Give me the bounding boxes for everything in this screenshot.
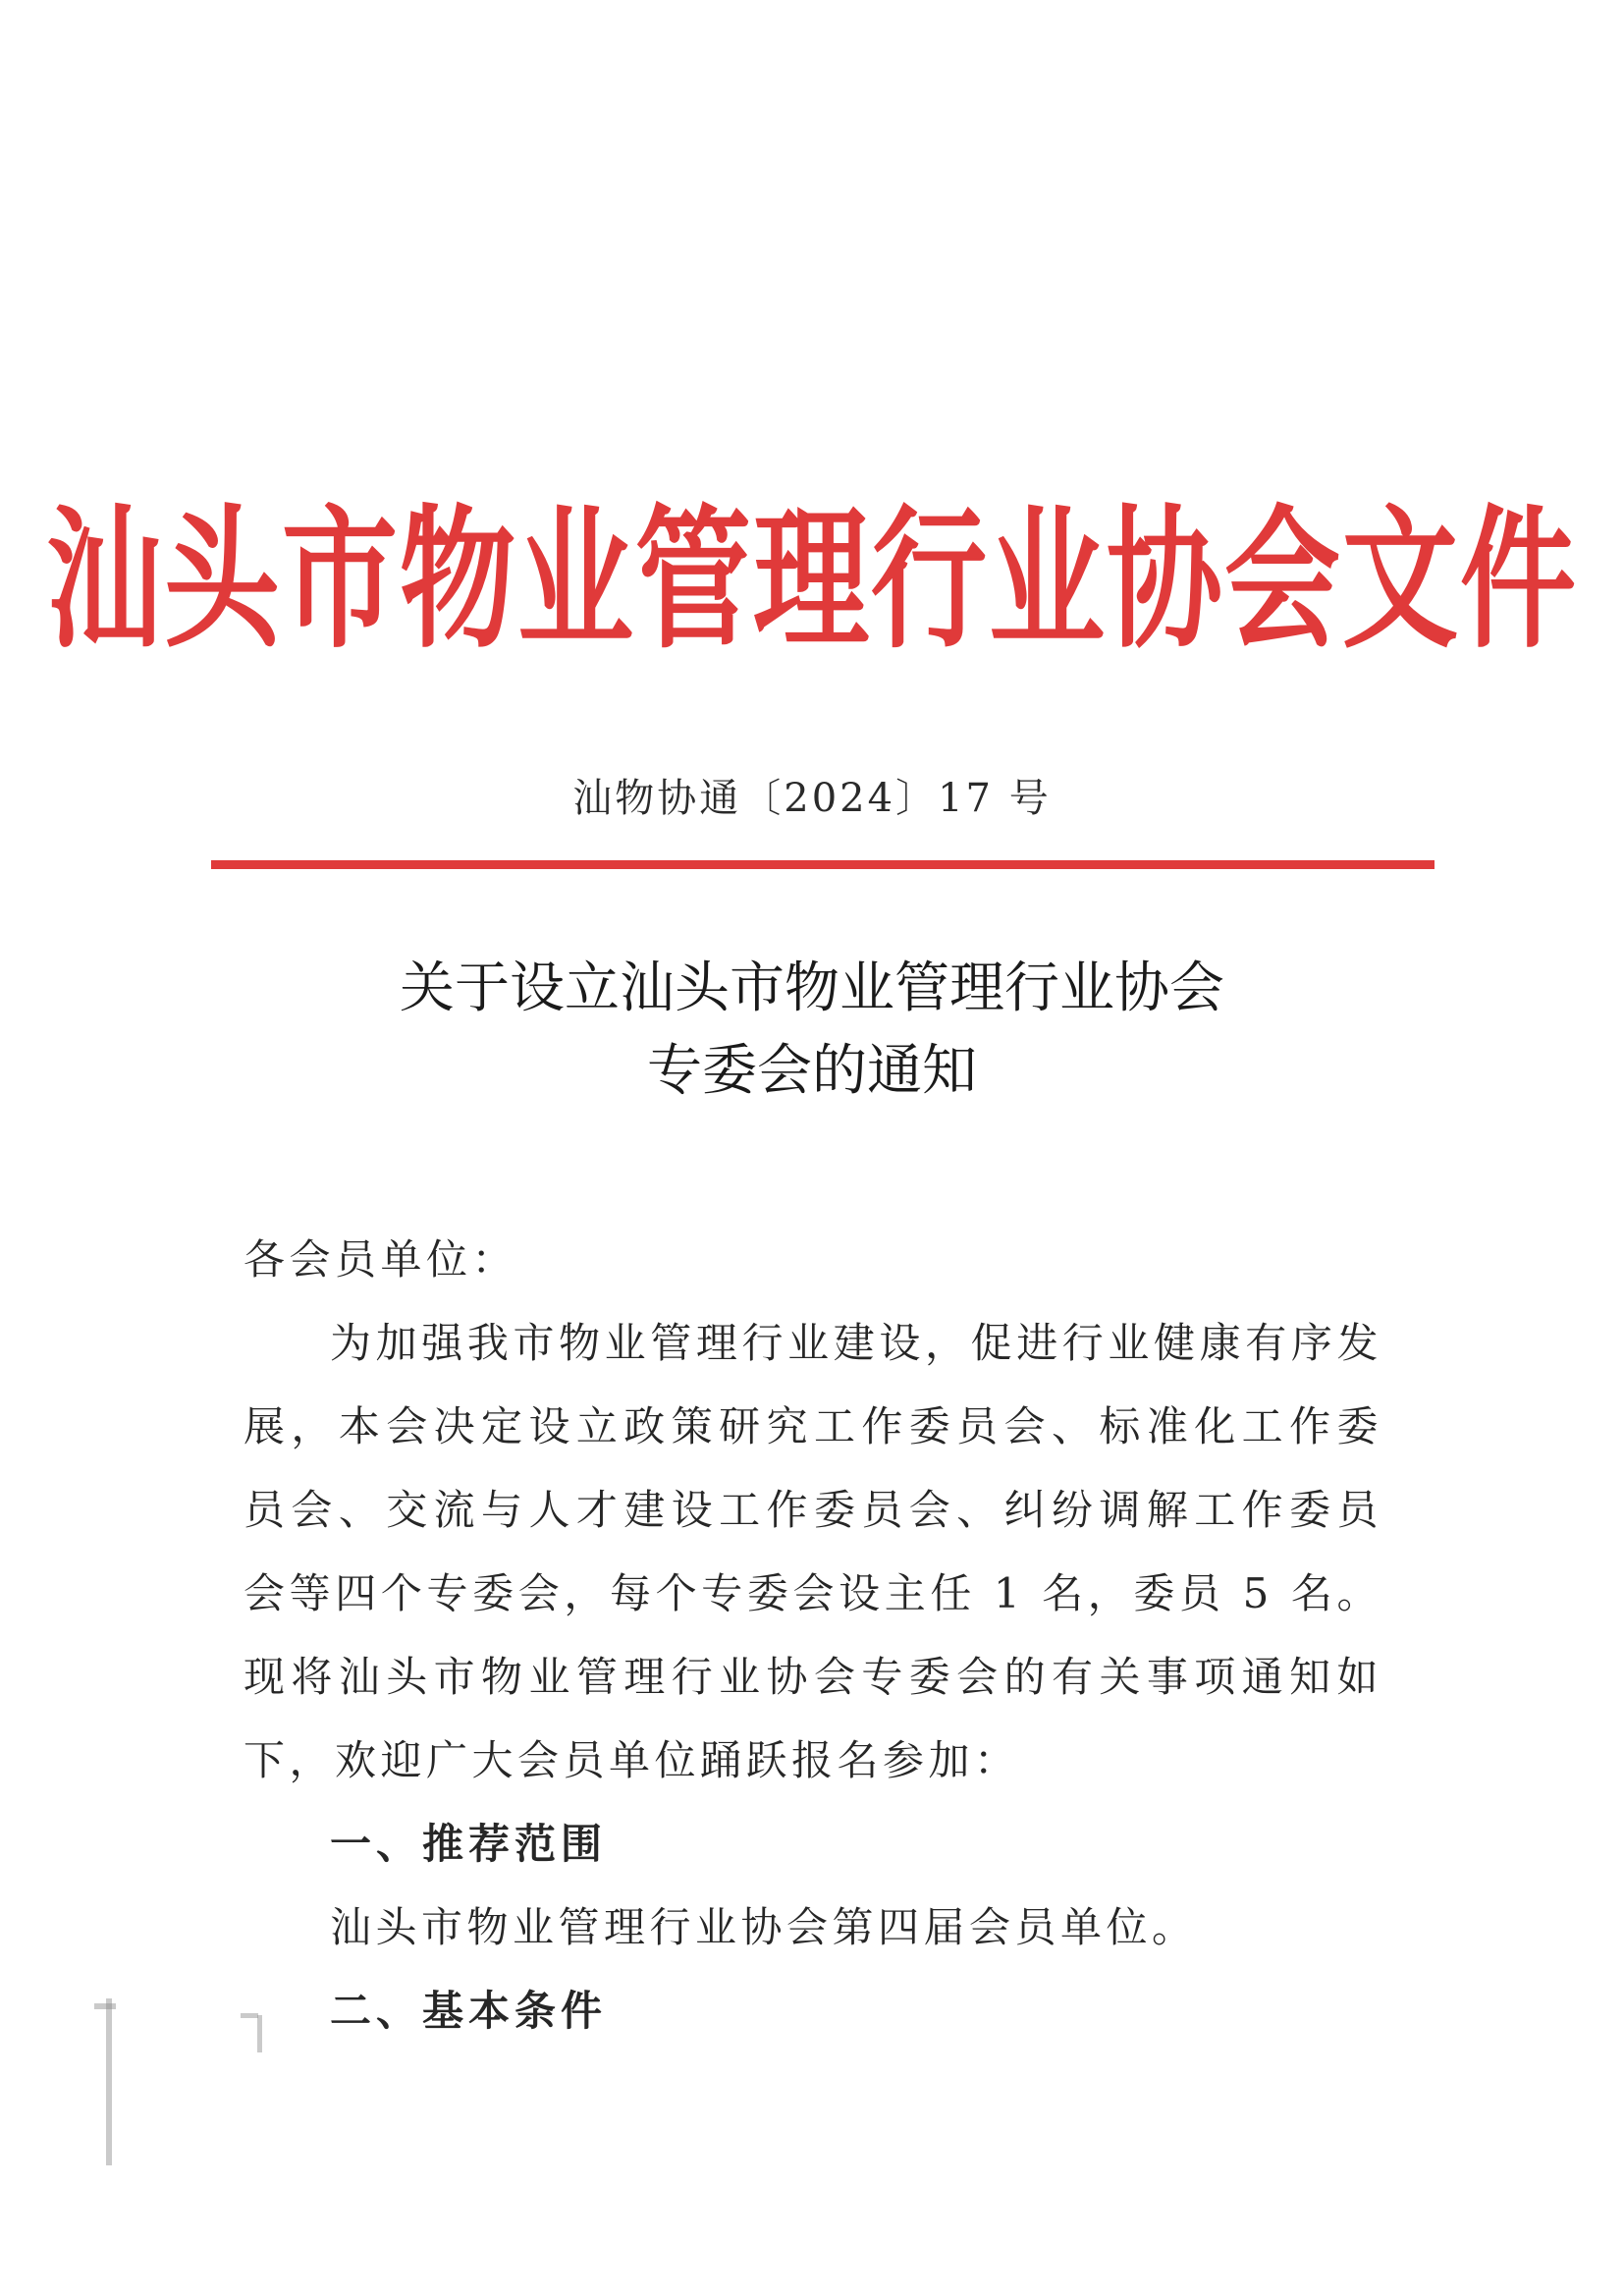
- notice-body: [244, 1218, 1382, 2052]
- masthead-title: 汕头市物业管理行业协会文件: [45, 490, 1578, 670]
- section-heading-scope: 一、推荐范围: [330, 1820, 608, 1868]
- salutation: 各会员单位：: [244, 1235, 518, 1284]
- notice-title-line2: 专委会的通知: [647, 1039, 977, 1103]
- scan-artifact: [94, 2003, 116, 2009]
- notice-title: [0, 948, 1624, 1113]
- section-heading-conditions: 二、基本条件: [330, 1987, 608, 2035]
- document-number: 汕物协通〔2024〕17 号: [572, 776, 1052, 821]
- notice-title-line1: 关于设立汕头市物业管理行业协会: [400, 957, 1224, 1020]
- scan-artifact: [241, 2013, 258, 2018]
- scan-artifact: [106, 1998, 112, 2165]
- body-paragraph: 为加强我市物业管理行业建设，促进行业健康有序发展，本会决定设立政策研究工作委员会、标准化工作委员会、交流与人才建设工作委员会、纠纷调解工作委员会等四个专委会，每个专委会设主任 1 名，委员 5 名。现将汕头市物业管理行业协会专委会的有关事项通知如下，欢迎广大会员单位踊跃报名参加：: [244, 1319, 1382, 1784]
- scan-artifact: [257, 2015, 262, 2052]
- section-text-scope: 汕头市物业管理行业协会第四届会员单位。: [330, 1903, 1198, 1951]
- red-divider: [211, 860, 1435, 869]
